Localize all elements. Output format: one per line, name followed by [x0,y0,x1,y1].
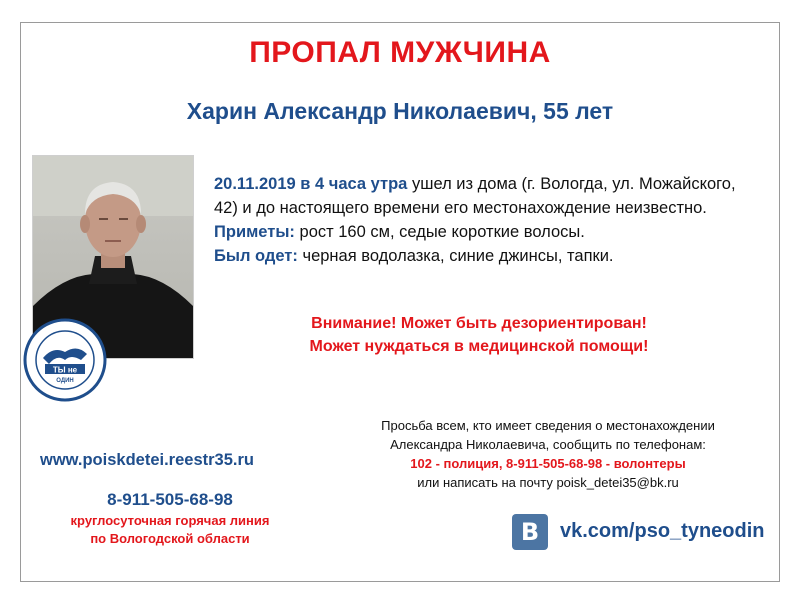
signs-text: рост 160 см, седые короткие волосы. [299,223,585,241]
description [214,172,754,268]
request-phones: 102 - полиция, 8-911-505-68-98 - волонтеры [410,456,686,471]
poster-title: ПРОПАЛ МУЖЧИНА [249,36,551,69]
hotline-phone[interactable]: 8-911-505-68-98 [107,490,233,509]
request-line-1: Просьба всем, кто имеет сведения о местонахождении [381,418,715,433]
svg-text:ТЫ не: ТЫ не [52,365,78,375]
svg-text:ОДИН: ОДИН [56,378,74,384]
description-text: ушел из дома (г. Вологда, ул. Можайского, 42) и до настоящего времени его местонахождение неизвестно. [214,175,736,217]
vk-link[interactable]: vk.com/pso_tyneodin [560,520,765,542]
hotline-line-1: круглосуточная горячая линия [70,513,270,528]
clothes-label: Был одет: [214,247,298,265]
missing-person-name: Харин Александр Николаевич, 55 лет [186,98,614,124]
contact-request [318,416,778,492]
warning-block [214,312,744,358]
signs-label: Приметы: [214,223,295,241]
request-email: или написать на почту poisk_detei35@bk.ru [417,475,679,490]
vk-icon: B [512,514,548,550]
request-line-2: Александра Николаевича, сообщить по телефонам: [390,437,706,452]
hotline-block [40,488,300,548]
description-date: 20.11.2019 в 4 часа утра [214,175,408,193]
search-team-emblem-icon [23,318,107,402]
clothes-text: черная водолазка, синие джинсы, тапки. [302,247,614,265]
warning-line-1: Внимание! Может быть дезориентирован! [311,315,647,332]
hotline-line-2: по Вологодской области [90,531,250,546]
warning-line-2: Может нуждаться в медицинской помощи! [309,338,649,355]
website-link[interactable]: www.poiskdetei.reestr35.ru [40,451,254,469]
